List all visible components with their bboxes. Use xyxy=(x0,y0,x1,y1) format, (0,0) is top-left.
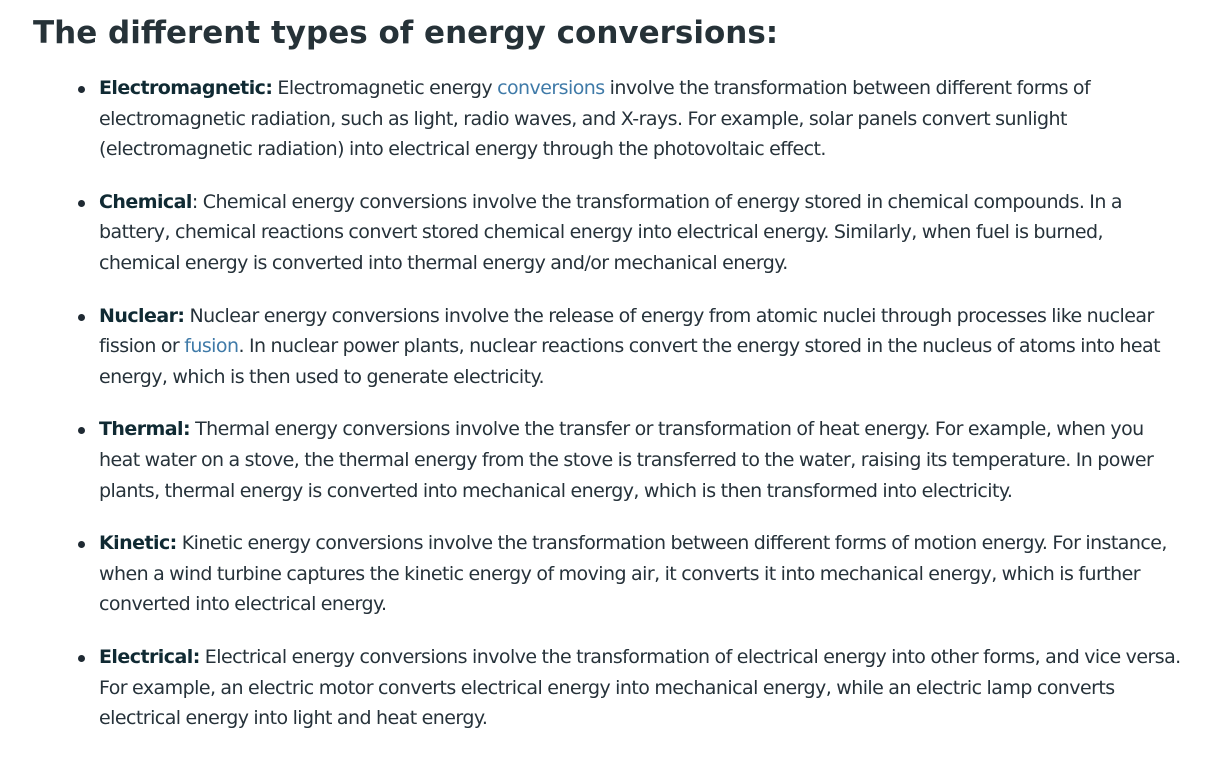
term-label: Chemical xyxy=(99,190,192,213)
list-item-chemical xyxy=(99,187,1184,279)
section-heading: The different types of energy conversions: xyxy=(33,15,779,51)
item-text: Electromagnetic energy xyxy=(272,77,498,99)
item-text: Kinetic energy conversions involve the transformation between different forms of motion energy. For instance, when a wind turbine captures the kinetic energy of moving air, it converts it into mechanical energy, which is further converted into electrical energy. xyxy=(99,532,1167,616)
item-text: Electrical energy conversions involve the transformation of electrical energy into other forms, and vice versa. For example, an electric motor converts electrical energy into mechanical energy, while an electric lamp converts electrical energy into light and heat energy. xyxy=(99,645,1181,730)
item-text: . In nuclear power plants, nuclear reactions convert the energy stored in the nucleus of atoms into heat energy, which is then used to generate electricity. xyxy=(99,335,1161,388)
item-text: Nuclear energy conversions involve the release of energy from atomic nuclei through processes like nuclear fission or xyxy=(99,304,1154,358)
list-item-thermal xyxy=(99,414,1184,506)
item-text: Chemical energy conversions involve the transformation of energy stored in chemical compounds. In a battery, chemical reactions convert stored chemical energy into electrical energy. Similarly, when fuel is burned, chemical energy is converted into thermal energy and/or mechanical energy. xyxy=(99,190,1122,274)
term-label: Nuclear: xyxy=(99,304,185,327)
item-text: involve the transformation between different forms of electromagnetic radiation, such as light, radio waves, and X-rays. For example, solar panels convert sunlight (electromagnetic radiation) into electrical energy through the photovoltaic effect. xyxy=(99,77,1091,161)
list-item-electromagnetic xyxy=(99,73,1184,165)
item-text: Thermal energy conversions involve the transfer or transformation of heat energy. For example, when you heat water on a stove, the thermal energy from the stove is transferred to the water, raising its temperature. In power plants, thermal energy is converted into mechanical energy, which is then transformed into electricity. xyxy=(99,418,1154,502)
term-label: Electromagnetic: xyxy=(99,77,273,99)
conversions-link[interactable]: conversions xyxy=(497,77,605,99)
fusion-link[interactable]: fusion xyxy=(184,335,239,358)
term-separator: : xyxy=(191,190,198,213)
list-item-kinetic xyxy=(99,528,1184,620)
term-label: Electrical: xyxy=(99,645,200,668)
list-item-electrical xyxy=(99,642,1184,734)
list-item-nuclear xyxy=(99,301,1184,393)
energy-types-list xyxy=(99,73,1184,756)
term-label: Thermal: xyxy=(99,418,191,441)
term-label: Kinetic: xyxy=(99,532,177,555)
